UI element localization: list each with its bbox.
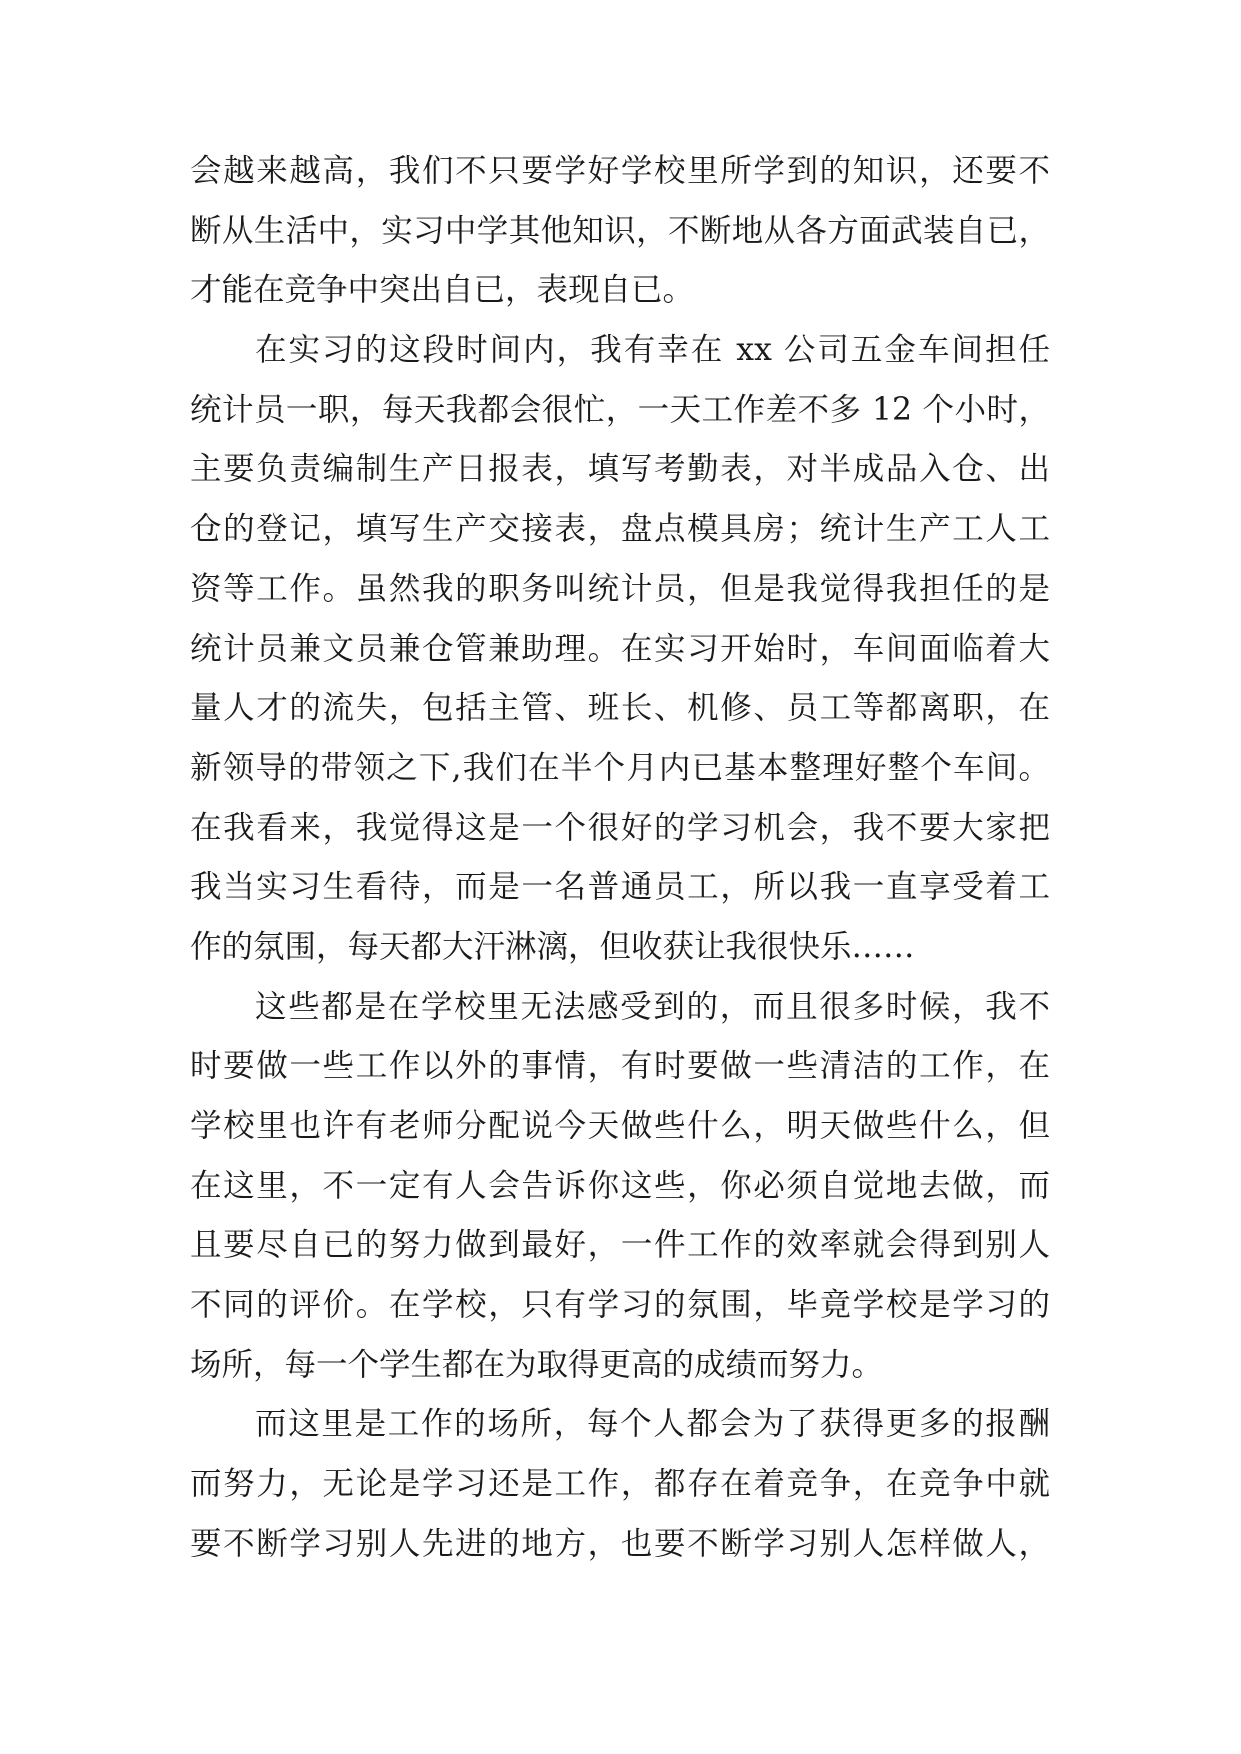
text-line: 断从生活中，实习中学其他知识，不断地从各方面武装自已， <box>190 212 1050 249</box>
text-line: 要不断学习别人先进的地方，也要不断学习别人怎样做人， <box>190 1525 1050 1562</box>
text-line: 在实习的这段时间内，我有幸在 xx 公司五金车间担任 <box>255 332 1050 369</box>
text-line: 才能在竞争中突出自已，表现自已。 <box>190 272 695 309</box>
text-line: 资等工作。虽然我的职务叫统计员，但是我觉得我担任的是 <box>190 570 1050 607</box>
text-line: 仓的登记，填写生产交接表，盘点模具房；统计生产工人工 <box>190 511 1050 548</box>
paragraph <box>190 978 1050 1396</box>
text-line: 统计员一职，每天我都会很忙，一天工作差不多 12 个小时， <box>190 391 1050 428</box>
text-line: 量人才的流失，包括主管、班长、机修、员工等都离职，在 <box>190 690 1050 727</box>
text-line: 在这里，不一定有人会告诉你这些，你必须自觉地去做，而 <box>190 1167 1050 1204</box>
text-line: 会越来越高，我们不只要学好学校里所学到的知识，还要不 <box>190 153 1050 189</box>
text-line: 不同的评价。在学校，只有学习的氛围，毕竟学校是学习的 <box>190 1287 1050 1324</box>
paragraph <box>190 142 1050 321</box>
text-line: 场所，每一个学生都在为取得更高的成绩而努力。 <box>190 1346 884 1383</box>
text-line: 而这里是工作的场所，每个人都会为了获得更多的报酬 <box>255 1406 1050 1443</box>
text-line: 且要尽自已的努力做到最好，一件工作的效率就会得到别人 <box>190 1227 1050 1264</box>
text-line: 统计员兼文员兼仓管兼助理。在实习开始时，车间面临着大 <box>190 630 1050 667</box>
text-line: 作的氛围，每天都大汗淋漓，但收获让我很快乐…… <box>190 928 915 965</box>
text-line: 新领导的带领之下,我们在半个月内已基本整理好整个车间。 <box>190 749 1050 786</box>
paragraph <box>190 321 1050 978</box>
paragraph <box>190 1395 1050 1574</box>
text-line: 我当实习生看待，而是一名普通员工，所以我一直享受着工 <box>190 869 1050 906</box>
text-line: 学校里也许有老师分配说今天做些什么，明天做些什么，但 <box>190 1108 1050 1144</box>
text-line: 主要负责编制生产日报表，填写考勤表，对半成品入仓、出 <box>190 451 1050 488</box>
text-line: 在我看来，我觉得这是一个很好的学习机会，我不要大家把 <box>190 809 1050 846</box>
text-line: 而努力，无论是学习还是工作，都存在着竞争，在竞争中就 <box>190 1466 1050 1503</box>
text-line: 时要做一些工作以外的事情，有时要做一些清洁的工作，在 <box>190 1048 1050 1085</box>
text-line: 这些都是在学校里无法感受到的，而且很多时候，我不 <box>255 988 1050 1025</box>
document-body <box>190 142 1050 1575</box>
